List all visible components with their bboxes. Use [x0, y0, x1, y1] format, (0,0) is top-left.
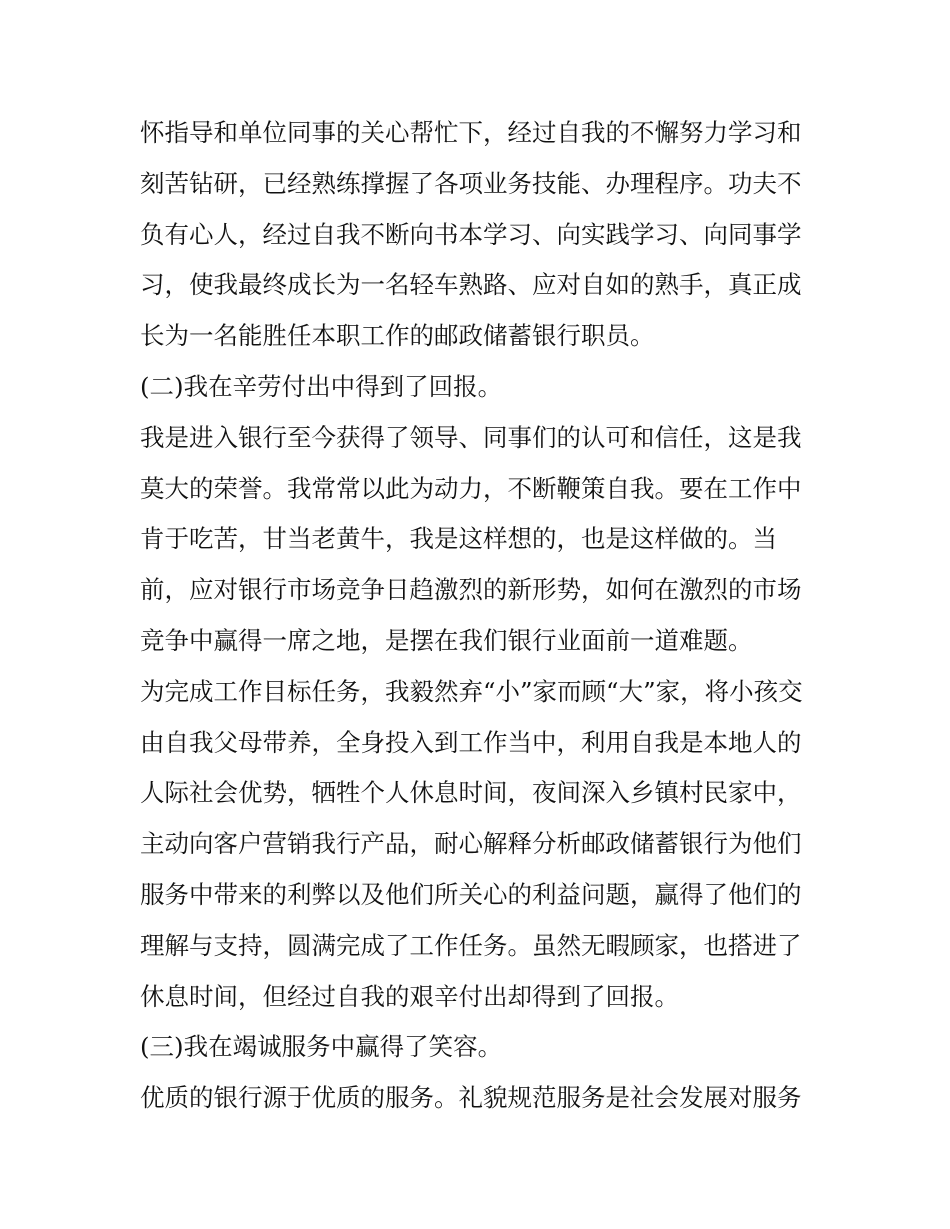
text-line: 怀指导和单位同事的关心帮忙下，经过自我的不懈努力学习和	[140, 118, 802, 147]
section-heading: (三)我在竭诚服务中赢得了笑容。	[140, 1032, 503, 1062]
text-line: 长为一名能胜任本职工作的邮政储蓄银行职员。	[140, 321, 655, 351]
text-line: 优质的银行源于优质的服务。礼貌规范服务是社会发展对服务	[140, 1083, 802, 1113]
text-line: 习，使我最终成长为一名轻车熟路、应对自如的熟手，真正成	[140, 270, 802, 300]
text-line: 主动向客户营销我行产品，耐心解释分析邮政储蓄银行为他们	[140, 829, 802, 859]
text-line: 休息时间，但经过自我的艰辛付出却得到了回报。	[140, 981, 679, 1011]
text-line: 莫大的荣誉。我常常以此为动力，不断鞭策自我。要在工作中	[140, 473, 802, 503]
text-line: 为完成工作目标任务，我毅然弃“小”家而顾“大”家，将小孩交	[140, 676, 803, 706]
text-line: 人际社会优势，牺牲个人休息时间，夜间深入乡镇村民家中，	[140, 778, 802, 808]
text-line: 由自我父母带养，全身投入到工作当中，利用自我是本地人的	[140, 727, 802, 757]
text-line: 服务中带来的利弊以及他们所关心的利益问题，赢得了他们的	[140, 879, 802, 909]
text-line: 竞争中赢得一席之地，是摆在我们银行业面前一道难题。	[140, 625, 753, 655]
text-line: 我是进入银行至今获得了领导、同事们的认可和信任，这是我	[140, 422, 802, 452]
text-line: 肯于吃苦，甘当老黄牛，我是这样想的，也是这样做的。当	[140, 524, 777, 554]
text-line: 负有心人，经过自我不断向书本学习、向实践学习、向同事学	[140, 219, 802, 249]
document-body	[140, 108, 820, 1124]
text-line: 理解与支持，圆满完成了工作任务。虽然无暇顾家，也搭进了	[140, 930, 802, 960]
text-line: 刻苦钻研，已经熟练撑握了各项业务技能、办理程序。功夫不	[140, 168, 802, 198]
section-heading: (二)我在辛劳付出中得到了回报。	[140, 371, 503, 401]
text-line: 前，应对银行市场竞争日趋激烈的新形势，如何在激烈的市场	[140, 575, 802, 605]
